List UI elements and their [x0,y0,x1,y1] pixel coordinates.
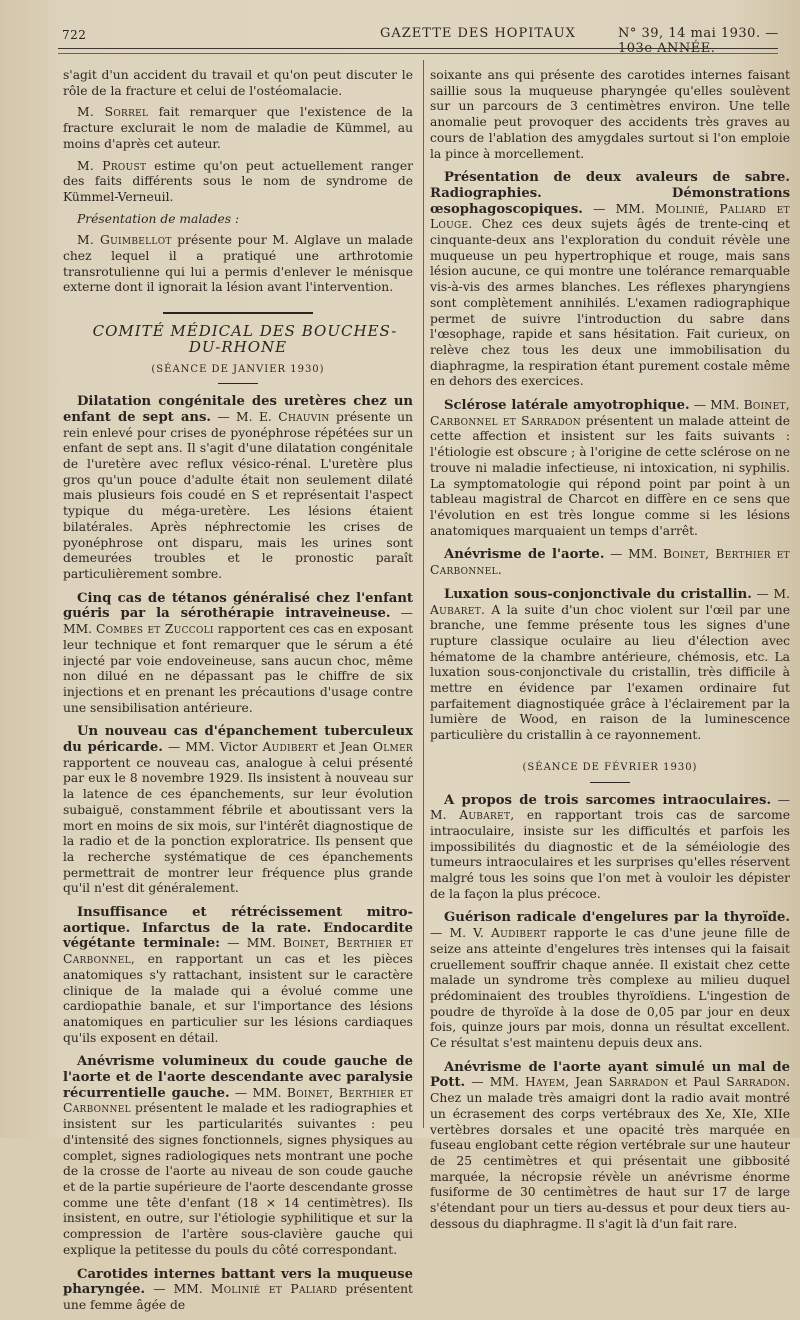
paragraph: M. Sorrel fait remarquer que l'existence de la fracture exclurait le nom de maladie de Kümmel, au moins d'après cet auteur. [63,105,413,151]
article: Guérison radicale d'engelures par la thyroïde. — M. V. Audibert rapporte le cas d'une jeune fille de seize ans atteinte d'engelures très intenses qui la faisait cruellement souffrir chaque année. Il existait chez cette malade un syndrome très complexe au milieu duquel prédominaient des troubles thyroïdiens. L'ingestion de poudre de thyroïde à la dose de 0,05 par jour en deux fois, quinze jours par mois, donna un résultat excellent. Ce résultat s'est maintenu depuis deux ans. [430,910,791,1051]
article: Anévrisme volumineux du coude gauche de l'aorte et de l'aorte descendante avec paralysie récurrentielle gauche. — MM. Boinet, Berthier et Carbonnel présentent le malade et les radiographies et insistent sur les particularités suivantes : peu d'intensité des signes fonctionnels, signes physiques au complet, signes radiologiques nets montrant une poche de la crosse de l'aorte au niveau de son coude gauche et de la partie supérieure de l'aorte descendante grosse comme une tête d'enfant (18 × 14 centimètres). Ils insistent, en outre, sur l'étiologie syphilitique et sur la compression de l'artère sous-clavière gauche qui explique la petitesse du pouls du côté correspondant. [63,1054,413,1257]
seance-date: (SÉANCE DE FÉVRIER 1930) [522,761,698,773]
column-divider [423,60,424,1128]
short-rule [218,383,258,384]
left-column [63,68,413,1320]
journal-title: GAZETTE DES HOPITAUX [380,26,576,41]
article: Dilatation congénitale des uretères chez un enfant de sept ans. — M. E. Chauvin présente un rein enlevé pour crises de pyonéphrose répétées sur un enfant de sept ans. Il s'agit d'une dilatation congénitale de l'uretère avec reflux vésico-rénal. L'uretère plus gros qu'un pouce d'adulte était non seulement dilaté mais plusieurs fois coudé en S et représentait l'aspect typique du méga-uretère. Les lésions étaient bilatérales. Après néphrectomie les crises de pyonéphrose ont disparu, mais les urines sont demeurées troubles et le pronostic paraît particulièrement sombre. [63,394,413,581]
header-rule [58,48,778,49]
paragraph: soixante ans qui présente des carotides internes faisant saillie sous la muqueuse pharyngée qu'elles soulèvent sur un parcours de 3 centimètres environ. Une telle anomalie peut provoquer des accidents très graves au cours de l'ablation des amygdales surtout si l'on emploie la pince à morcellement. [430,68,790,161]
page-header [40,26,782,56]
section-rule [163,312,313,314]
article: Anévrisme de l'aorte ayant simulé un mal de Pott. — MM. Hayem, Jean Sarradon et Paul Sarradon. Chez un malade très amaigri dont la radio avait montré un écrasement des corps vertébraux des Xe, XIe, XIIe vertèbres dorsales et une opacité très marquée en fuseau englobant cette région vertébrale sur une hauteur de 25 centimètres et qui présentait une gibbosité marquée, la nécropsie révèle un anévrisme énorme fusiforme de 30 centimètres de haut sur 17 de large s'étendant pour un tiers au-dessus et pour deux tiers au-dessous du diaphragme. Il s'agit là d'un fait rare. [430,1059,791,1231]
paragraph: s'agit d'un accident du travail et qu'on peut discuter le rôle de la fracture et celui de l'ostéomalacie. [63,68,413,98]
short-rule [590,782,630,783]
article: Un nouveau cas d'épanchement tuberculeux du péricarde. — MM. Victor Audibert et Jean Olmer rapportent ce nouveau cas, analogue à celui présenté par eux le 8 novembre 1929. Ils insistent à nouveau sur la latence de ces épanchements, sur leur évolution subaiguë, constamment fébrile et aboutissant vers la mort en moins de six mois, sur l'intérêt diagnostique de la radio et de la ponction exploratrice. Ils pensent que la recherche systématique de ces épanchements permettrait de montrer leur fréquence plus grande qu'il n'est dit généralement. [63,724,414,896]
page-number: 722 [62,28,87,42]
paragraph: M. Proust estime qu'on peut actuellement ranger des faits différents sous le nom de syndrome de Kümmel-Verneuil. [63,158,414,204]
issue-info: N° 39, 14 mai 1930. — 103e ANNÉE. [618,26,779,56]
article: Insuffisance et rétrécissement mitro-aortique. Infarctus de la rate. Endocardite végétante terminale: — MM. Boinet, Berthier et Carbonnel, en rapportant un cas et les pièces anatomiques s'y rattachant, insistent sur le caractère clinique de la malade qui a évolué comme une cardiopathie banale, et sur l'importance des lésions anatomiques en particulier sur les lésions cardiaques qu'ils exposent en détail. [63,905,413,1045]
article: Luxation sous-conjonctivale du cristallin. — M. Aubaret. A la suite d'un choc violent sur l'œil par une branche, une femme présente tous les signes d'une rupture classique oculaire au lieu d'élection avec hématome de la chambre antérieure, chémosis, etc. La luxation sous-conjonctivale du cristallin, très difficile à mettre en évidence par l'examen ordinaire fut parfaitement diagnostiquée grâce à l'éclairement par la lumière de Wood, en raison de la luminescence particulière du cristallin à ce rayonnement. [430,586,790,743]
section-title: COMITÉ MÉDICAL DES BOUCHES-DU-RHONE [92,322,398,356]
right-column [430,68,790,1239]
article: Cinq cas de tétanos généralisé chez l'enfant guéris par la sérothérapie intraveineuse. — MM. Combes et Zuccoli rapportent ces cas en exposant leur technique et font remarquer que le sérum a été injecté par voie endoveineuse, sans aucun choc, même non dilué en ne dépassant pas le chiffre de six injections et en prenant les précautions d'usage contre une sensibilisation antérieure. [63,590,414,715]
seance-date: (SÉANCE DE JANVIER 1930) [151,363,325,375]
header-rule-thin [58,53,778,54]
article: Sclérose latérale amyotrophique. — MM. Boinet, Carbonnel et Sarradon présentent un malade atteint de cette affection et insistent sur les faits suivants : l'étiologie est obscure ; à l'origine de cette sclérose on ne trouve ni maladie infectieuse, ni intoxication, ni syphilis. La symptomatologie qui répond point par point à un tableau magistral de Charcot en diffère en ce sens que l'évolution en est très longue comme si les lésions anatomiques marquaient un temps d'arrêt. [430,398,791,538]
article: A propos de trois sarcomes intraoculaires. — M. Aubaret, en rapportant trois cas de sarcome intraoculaire, insiste sur les difficultés et parfois les impossibilités du diagnostic et de la séméiologie des tumeurs intraoculaires et les surprises qu'elles réservent malgré tous les soins que l'on met à vouloir les dépister de la façon la plus précoce. [430,792,790,901]
paragraph: M. Guimbellot présente pour M. Alglave un malade chez lequel il a pratiqué une arthrotomie transrotulienne qui lui a permis d'enlever le ménisque externe dont il ignorait la lésion avant l'intervention. [63,233,413,295]
article: Carotides internes battant vers la muqueuse pharyngée. — MM. Molinié et Paliard présentent une femme âgée de [63,1266,413,1312]
subheading: Présentation de malades : [77,211,240,226]
article: Anévrisme de l'aorte. — MM. Boinet, Berthier et Carbonnel. [430,547,790,578]
spacer [430,750,790,760]
article: Présentation de deux avaleurs de sabre. Radiographies. Démonstrations œsophagoscopiques. — MM. Molinié, Paliard et Louge. Chez ces deux sujets âgés de trente-cinq et cinquante-deux ans l'exploration du conduit révèle une muqueuse un peu hypertrophique et rouge, mais sans lésion aucune, ce qui montre une tolérance remarquable vis-à-vis des armes blanches. Les réflexes pharyngiens sont complètement annihilés. L'examen radiographique permet de suivre l'introduction du sabre dans l'œsophage, rapide et sans hésitation. Fait curieux, on relève chez tous les deux une immobilisation du diaphragme, la respiration étant purement costale même en dehors des exercices. [430,170,790,389]
